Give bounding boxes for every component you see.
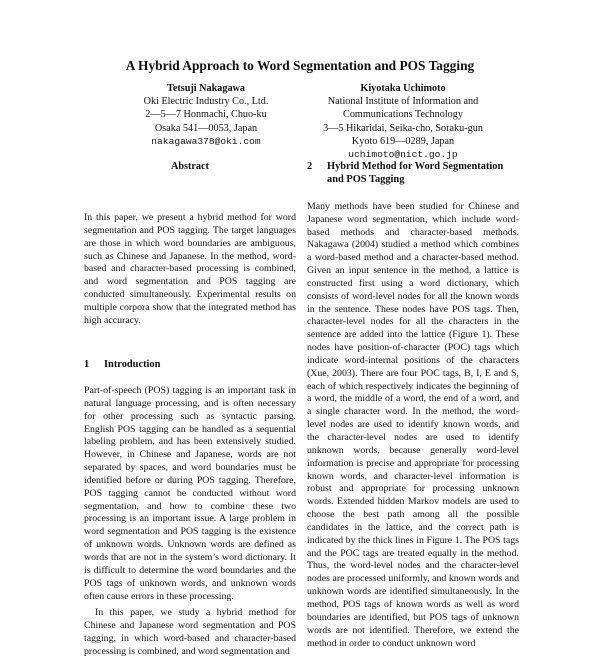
author-affiliation-line: Kyoto 619—0289, Japan (351, 135, 455, 147)
section-number: 2 (307, 161, 313, 172)
section-title: Hybrid Method for Word Segmentation and POS Tagging (327, 161, 504, 186)
author-affiliation-line: Communications Technology (343, 109, 463, 121)
section-1-paragraph-2: In this paper, we study a hybrid method for Chinese and Japanese word segmentation and POS tagging, in which word-based and character-based processing is combined, and word segmentation and (84, 607, 296, 657)
abstract-heading: Abstract (171, 161, 209, 172)
author-email: uchimoto@nict.go.jp (348, 149, 458, 161)
right-column (307, 160, 519, 650)
author-block-1 (103, 82, 309, 148)
author-affiliation-line: National Institute of Information and (327, 96, 479, 108)
section-1-heading (84, 358, 296, 371)
section-2-heading (307, 160, 519, 187)
left-column (84, 160, 296, 659)
author-affiliation-line: 3—5 Hikaridai, Seika-cho, Soraku-gun (323, 122, 483, 134)
section-title: Introduction (104, 358, 161, 370)
section-2-paragraph-1: Many methods have been studied for Chinese and Japanese word segmentation, which include word-based methods and character-based methods. Nakagawa (2004) studied a method which combines a word-based method and a character-based method. Given an input sentence in the method, a lattice is constructed first using a word dictionary, which consists of word-level nodes for all the known words in the sentence. These nodes have POS tags. Then, character-level nodes for all the characters in the sentence are added into the lattice (Figure 1). These nodes have position-of-character (POC) tags which indicate word-internal positions of the characters (Xue, 2003). There are four POC tags, B, I, E and S, each of which respectively indicates the beginning of a word, the middle of a word, the end of a word, and a single character word. In the method, the word-level nodes are used to identify known words, and the character-level nodes are used to identify unknown words, because generally word-level information is precise and appropriate for processing known words, and character-level information is robust and appropriate for processing unknown words. Extended hidden Markov models are used to choose the best path among all the possible candidates in the lattice, and the correct path is indicated by the thick lines in Figure 1. The POS tags and the POC tags are treated equally in the method. Thus, the word-level nodes and the character-level nodes are processed uniformly, and known words and unknown words are identified simultaneously. In the method, POS tags of known words as well as word boundaries are identified, but POS tags of unknown words are not identified. Therefore, we extend the method in order to conduct unknown word (307, 200, 519, 649)
paper-title: A Hybrid Approach to Word Segmentation and POS Tagging (125, 58, 475, 73)
author-name: Kiyotaka Uchimoto (360, 83, 446, 94)
section-number: 1 (84, 358, 90, 370)
author-affiliation-line: 2—5—7 Honmachi, Chuo-ku (145, 109, 267, 121)
author-block-2 (296, 82, 510, 161)
author-affiliation-line: Oki Electric Industry Co., Ltd. (143, 96, 269, 108)
author-email: nakagawa378@oki.com (151, 135, 261, 147)
author-name: Tetsuji Nakagawa (166, 83, 246, 94)
abstract-text: In this paper, we present a hybrid method for word segmentation and POS tagging. The target languages are those in which word boundaries are ambiguous, such as Chinese and Japanese. In the method, word-based and character-based processing is combined, and word segmentation and POS tagging are conducted simultaneously. Experimental results on multiple corpora show that the integrated method has high accuracy. (84, 212, 296, 326)
author-affiliation-line: Osaka 541—0053, Japan (154, 122, 258, 134)
section-1-paragraph-1: Part-of-speech (POS) tagging is an important task in natural language processing, and is often necessary for other processing such as syntactic parsing. English POS tagging can be handled as a sequential labeling problem, and has been extensively studied. However, in Chinese and Japanese, words are not separated by spaces, and word boundaries must be identified before or during POS tagging. Therefore, POS tagging cannot be conducted without word segmentation, and how to combine these two processing is an important issue. A large problem in word segmentation and POS tagging is the existence of unknown words. Unknown words are defined as words that are not in the system’s word dictionary. It is difficult to determine the word boundaries and the POS tags of unknown words, and unknown words often cause errors in these processing. (84, 385, 296, 602)
